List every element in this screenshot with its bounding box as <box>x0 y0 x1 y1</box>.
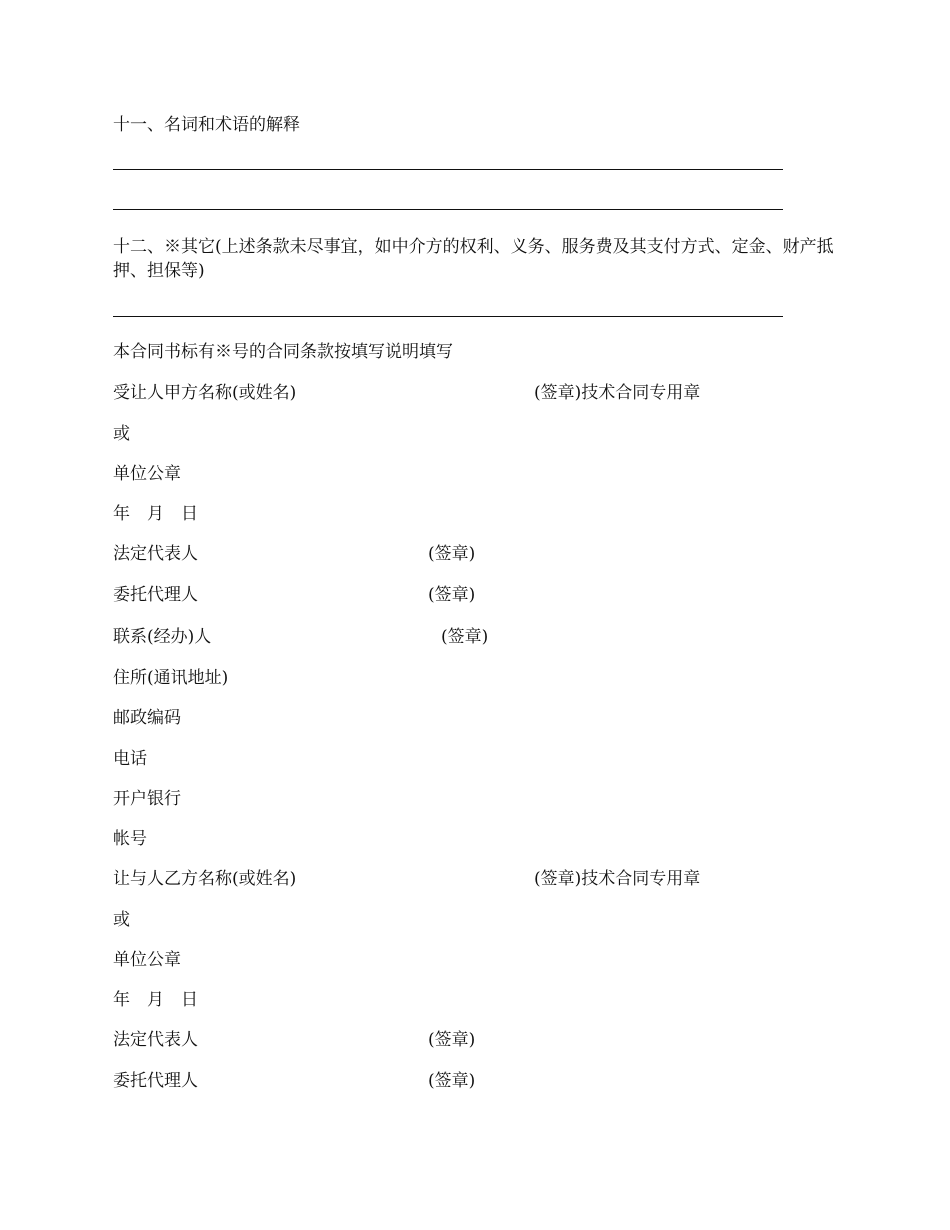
party-b-or: 或 <box>113 910 130 930</box>
clause-11-title: 十一、名词和术语的解释 <box>113 115 300 135</box>
party-b-unit-seal: 单位公章 <box>113 950 181 970</box>
fill-line <box>113 169 783 170</box>
party-b-agent-sign: (签章) <box>428 1071 476 1091</box>
party-a-contract-seal: (签章)技术合同专用章 <box>534 383 701 403</box>
party-a-name-label: 受让人甲方名称(或姓名) <box>113 383 297 403</box>
party-a-phone: 电话 <box>113 749 147 769</box>
party-a-legal-rep-sign: (签章) <box>428 544 476 564</box>
fill-line <box>113 209 783 210</box>
party-a-account: 帐号 <box>113 829 147 849</box>
party-a-date: 年 月 日 <box>113 504 198 524</box>
party-b-legal-rep-sign: (签章) <box>428 1030 476 1050</box>
party-b-legal-rep: 法定代表人 <box>113 1030 198 1050</box>
party-b-name-label: 让与人乙方名称(或姓名) <box>113 869 297 889</box>
party-a-or: 或 <box>113 424 130 444</box>
clause-12-title: 十二、※其它(上述条款未尽事宜，如中介方的权利、义务、服务费及其支付方式、定金、财产抵押、担保等) <box>113 237 834 281</box>
party-a-agent-sign: (签章) <box>428 585 476 605</box>
party-a-legal-rep: 法定代表人 <box>113 544 198 564</box>
party-b-contract-seal: (签章)技术合同专用章 <box>534 869 701 889</box>
fill-line <box>113 316 783 317</box>
party-a-unit-seal: 单位公章 <box>113 464 181 484</box>
party-b-agent: 委托代理人 <box>113 1071 198 1091</box>
party-a-agent: 委托代理人 <box>113 585 198 605</box>
party-a-postcode: 邮政编码 <box>113 708 181 728</box>
party-a-address: 住所(通讯地址) <box>113 668 229 688</box>
party-b-date: 年 月 日 <box>113 990 198 1010</box>
fill-note: 本合同书标有※号的合同条款按填写说明填写 <box>113 342 453 362</box>
party-a-bank: 开户银行 <box>113 789 181 809</box>
party-a-contact-sign: (签章) <box>441 627 489 647</box>
party-a-contact: 联系(经办)人 <box>113 627 212 647</box>
